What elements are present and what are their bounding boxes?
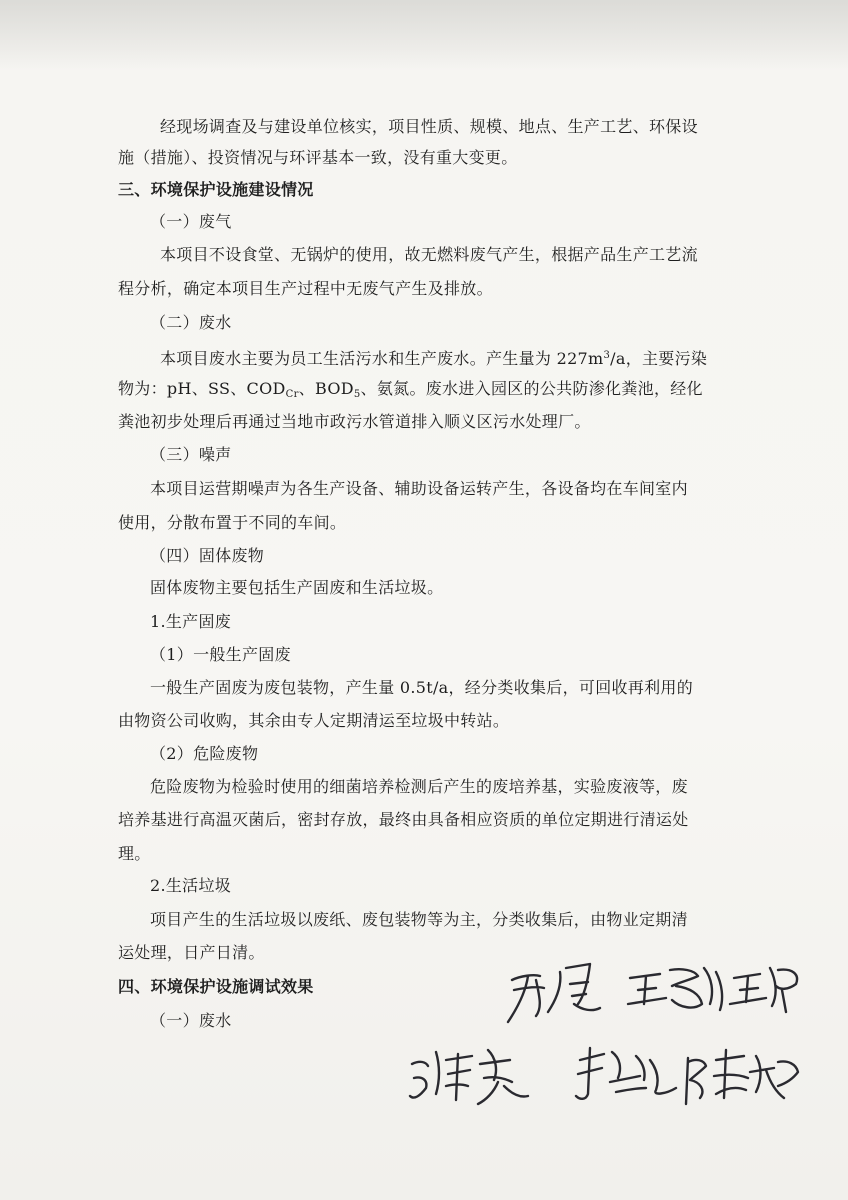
text-run: 、BOD — [298, 379, 354, 398]
paragraph-line: 运处理，日产日清。 — [118, 943, 265, 962]
paragraph-line: 程分析，确定本项目生产过程中无废气产生及排放。 — [118, 279, 493, 298]
paragraph-line: 施（措施）、投资情况与环评基本一致，没有重大变更。 — [118, 148, 518, 167]
paragraph-line: 本项目运营期噪声为各生产设备、辅助设备运转产生，各设备均在车间室内 — [150, 479, 688, 498]
numbered-heading: （2）危险废物 — [150, 744, 259, 763]
paragraph-line: 项目产生的生活垃圾以废纸、废包装物等为主，分类收集后，由物业定期清 — [150, 910, 688, 929]
scan-shadow — [0, 0, 848, 70]
subsection-heading: （一）废气 — [150, 212, 232, 231]
section-heading: 四、环境保护设施调试效果 — [118, 977, 314, 996]
paragraph-line-wastewater-1 — [160, 346, 707, 369]
text-run: 物为：pH、SS、COD — [118, 379, 286, 398]
paragraph-line: 粪池初步处理后再通过当地市政污水管道排入顺义区污水处理厂。 — [118, 412, 591, 431]
paragraph-line: 经现场调查及与建设单位核实，项目性质、规模、地点、生产工艺、环保设 — [160, 117, 698, 136]
handwritten-signature-3 — [730, 968, 797, 1012]
paragraph-line: 培养基进行高温灭菌后，密封存放，最终由具备相应资质的单位定期进行清运处 — [118, 810, 689, 829]
handwritten-signature-4 — [410, 1050, 528, 1104]
subscript: Cr — [285, 389, 299, 400]
subscript: 5 — [353, 389, 361, 400]
subsection-heading: （三）噪声 — [150, 445, 232, 464]
handwritten-signature-6 — [686, 1050, 798, 1104]
text-run: 、氨氮。废水进入园区的公共防渗化粪池，经化 — [360, 379, 703, 398]
paragraph-line: 危险废物为检验时使用的细菌培养检测后产生的废培养基，实验废液等，废 — [150, 777, 688, 796]
paragraph-line-wastewater-2 — [118, 379, 703, 405]
subsection-heading: （一）废水 — [150, 1011, 232, 1030]
subsection-heading: （二）废水 — [150, 313, 232, 332]
paragraph-line: 由物资公司收购，其余由专人定期清运至垃圾中转站。 — [118, 711, 510, 730]
paragraph-line: 一般生产固废为废包装物，产生量 0.5t/a，经分类收集后，可回收再利用的 — [150, 678, 693, 697]
handwritten-signature-5 — [576, 1048, 676, 1099]
superscript: 3 — [603, 350, 611, 361]
handwritten-signature-2 — [628, 968, 722, 1010]
paragraph-line: 理。 — [118, 844, 151, 863]
text-run: /a，主要污染 — [610, 349, 708, 368]
section-heading: 三、环境保护设施建设情况 — [118, 180, 314, 199]
text-run: 本项目废水主要为员工生活污水和生产废水。产生量为 227m — [160, 349, 604, 368]
paragraph-line: 固体废物主要包括生产固废和生活垃圾。 — [150, 578, 444, 597]
subsection-heading: （四）固体废物 — [150, 546, 265, 565]
numbered-heading: 2.生活垃圾 — [150, 876, 232, 895]
paragraph-line: 使用，分散布置于不同的车间。 — [118, 513, 347, 532]
handwritten-signature-1 — [508, 964, 600, 1022]
numbered-heading: 1.生产固废 — [150, 612, 232, 631]
paragraph-line: 本项目不设食堂、无锅炉的使用，故无燃料废气产生，根据产品生产工艺流 — [160, 245, 698, 264]
numbered-heading: （1）一般生产固废 — [150, 645, 291, 664]
